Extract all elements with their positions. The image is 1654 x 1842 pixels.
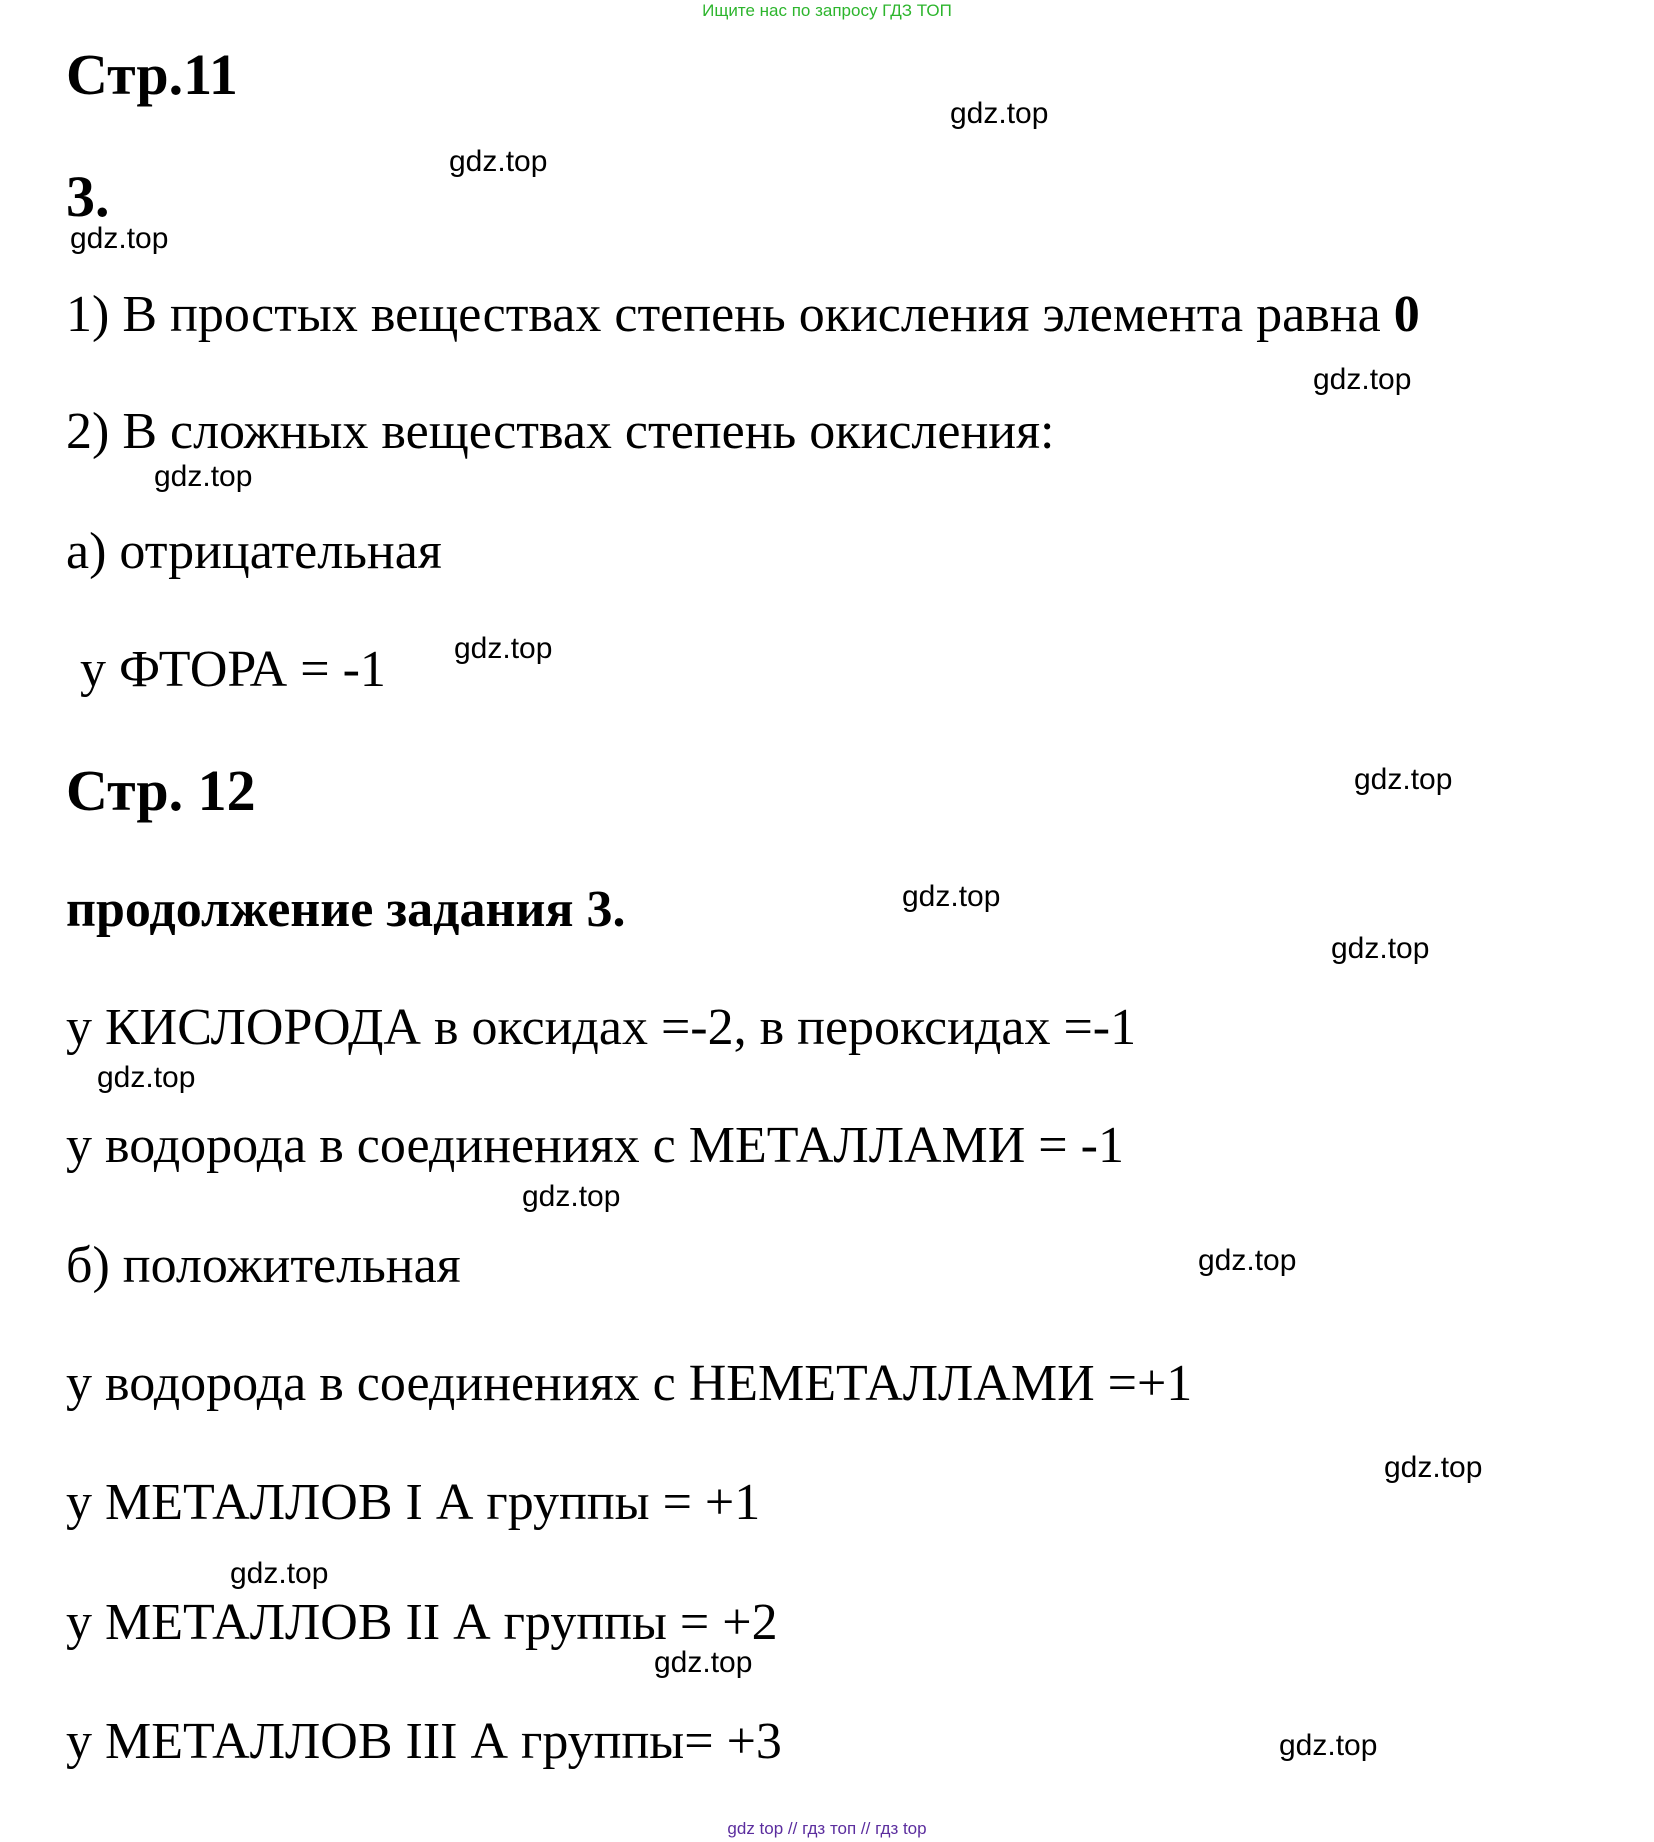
metals-group-2-line: у МЕТАЛЛОВ II А группы = +2 bbox=[66, 1594, 778, 1651]
watermark: gdz.top bbox=[1354, 763, 1453, 796]
watermark: gdz.top bbox=[1198, 1244, 1297, 1277]
continuation-heading: продолжение задания 3. bbox=[66, 881, 626, 938]
watermark: gdz.top bbox=[654, 1646, 753, 1679]
watermark: gdz.top bbox=[950, 97, 1049, 130]
metals-group-3-line: у МЕТАЛЛОВ III А группы= +3 bbox=[66, 1713, 782, 1770]
watermark: gdz.top bbox=[97, 1061, 196, 1094]
fluorine-line: у ФТОРА = -1 bbox=[80, 641, 386, 698]
watermark: gdz.top bbox=[230, 1557, 329, 1590]
page-11-heading: Стр.11 bbox=[66, 42, 238, 107]
simple-substances-text: 1) В простых веществах степень окисления элемента равна bbox=[66, 286, 1394, 343]
oxygen-line: у КИСЛОРОДА в оксидах =-2, в пероксидах =-1 bbox=[66, 999, 1137, 1056]
watermark: gdz.top bbox=[522, 1180, 621, 1213]
simple-substances-line bbox=[66, 285, 1420, 345]
watermark: gdz.top bbox=[1331, 932, 1430, 965]
negative-line: а) отрицательная bbox=[66, 523, 442, 580]
simple-substances-value: 0 bbox=[1393, 286, 1420, 343]
footer: gdz top // гдз топ // гдз top bbox=[727, 1819, 927, 1838]
watermark: gdz.top bbox=[902, 880, 1001, 913]
complex-substances-line: 2) В сложных веществах степень окисления: bbox=[66, 403, 1055, 460]
watermark: gdz.top bbox=[449, 145, 548, 178]
hydrogen-nonmetals-line: у водорода в соединениях с НЕМЕТАЛЛАМИ =+1 bbox=[66, 1355, 1193, 1412]
page-12-heading: Стр. 12 bbox=[66, 758, 256, 823]
watermark: gdz.top bbox=[70, 222, 169, 255]
positive-line: б) положительная bbox=[66, 1237, 461, 1294]
hydrogen-metals-line: у водорода в соединениях с МЕТАЛЛАМИ = -1 bbox=[66, 1117, 1124, 1174]
task-3-heading: 3. bbox=[66, 164, 110, 229]
watermark: gdz.top bbox=[1384, 1451, 1483, 1484]
top-banner: Ищите нас по запросу ГДЗ ТОП bbox=[702, 1, 952, 20]
watermark: gdz.top bbox=[1313, 363, 1412, 396]
watermark: gdz.top bbox=[154, 460, 253, 493]
metals-group-1-line: у МЕТАЛЛОВ I А группы = +1 bbox=[66, 1474, 761, 1531]
watermark: gdz.top bbox=[454, 632, 553, 665]
watermark: gdz.top bbox=[1279, 1729, 1378, 1762]
